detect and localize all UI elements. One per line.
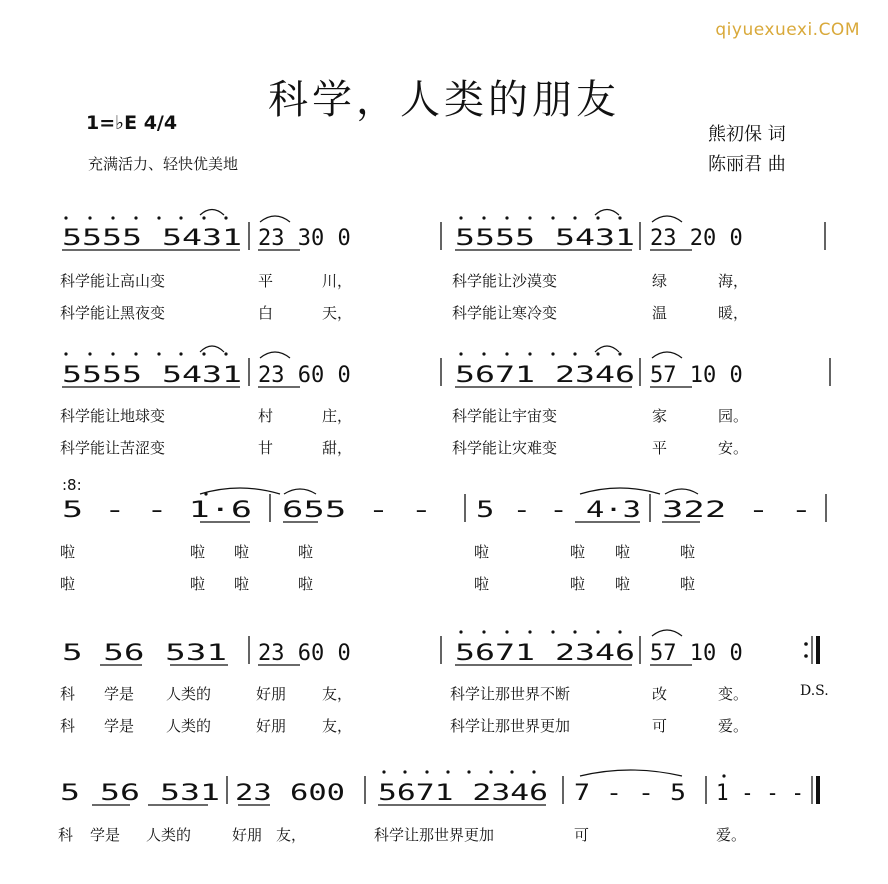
row4-measure4: 57 10 0: [650, 641, 743, 666]
row5-measure3: 5671 2346: [378, 781, 548, 806]
row3-measure1: 5 - - 1·6: [62, 498, 252, 523]
row2-measure2: 23 60 0: [258, 363, 351, 388]
key-signature: 1=♭E 4/4: [86, 112, 178, 134]
row1-measure4: 23 20 0: [650, 226, 743, 251]
ds-marker: D.S.: [800, 683, 829, 699]
row5-measure2: 23 600: [235, 781, 345, 806]
row3-lyrics-line1: 啦 啦 啦 啦 啦 啦 啦 啦: [60, 543, 696, 561]
row2-measure4: 57 10 0: [650, 363, 743, 388]
row1-lyrics-line2: 科学能让黑夜变 白 天， 科学能让寒冷变 温 暖，: [60, 304, 749, 322]
lyricist-credit: 熊初保 词: [708, 124, 786, 145]
row1-measure2: 23 30 0: [258, 226, 351, 251]
row4-lyrics-line1: 科 学是 人类的 好朋 友， 科学让那世界不断 改 变。 D.S.: [60, 683, 829, 703]
row4-measure2: 23 60 0: [258, 641, 351, 666]
song-title: 科学，人类的朋友: [268, 77, 620, 123]
row3-measure4: 322 - -: [662, 498, 812, 523]
row1-lyrics-line1: 科学能让高山变 平 川， 科学能让沙漠变 绿 海，: [60, 272, 749, 290]
row1-measure1: 5555 5431: [62, 226, 242, 251]
row4-lyrics-line2: 科 学是 人类的 好朋 友， 科学让那世界更加 可 爱。: [60, 717, 749, 735]
row3-measure3: 5 - - 4·3: [476, 498, 641, 523]
tempo-marking: 充满活力、轻快优美地: [88, 155, 239, 173]
composer-credit: 陈丽君 曲: [708, 154, 786, 175]
row2-lyrics-line2: 科学能让苦涩变 甘 甜， 科学能让灾难变 平 安。: [60, 439, 749, 457]
row2-lyrics-line1: 科学能让地球变 村 庄， 科学能让宇宙变 家 园。: [60, 407, 749, 425]
row5-measure4: 7 - - 5: [574, 781, 686, 806]
row2-measure3: 5671 2346: [455, 363, 635, 388]
row1-measure3: 5555 5431: [455, 226, 635, 251]
row2-measure1: 5555 5431: [62, 363, 242, 388]
segno-mark: :8:: [62, 476, 82, 494]
row3-lyrics-line2: 啦 啦 啦 啦 啦 啦 啦 啦: [60, 575, 696, 593]
row4-measure3: 5671 2346: [455, 641, 635, 666]
row3-measure2: 655 - -: [282, 498, 432, 523]
row5-measure1: 5 56 531: [60, 781, 220, 806]
watermark-text: qiyuexuexi.COM: [715, 20, 860, 40]
row4-measure1: 5 56 531: [62, 641, 227, 666]
row5-measure5: 1 - - -: [716, 781, 804, 806]
row5-lyrics-line1: 科 学是 人类的 好朋 友， 科学让那世界更加 可 爱。: [58, 826, 747, 844]
